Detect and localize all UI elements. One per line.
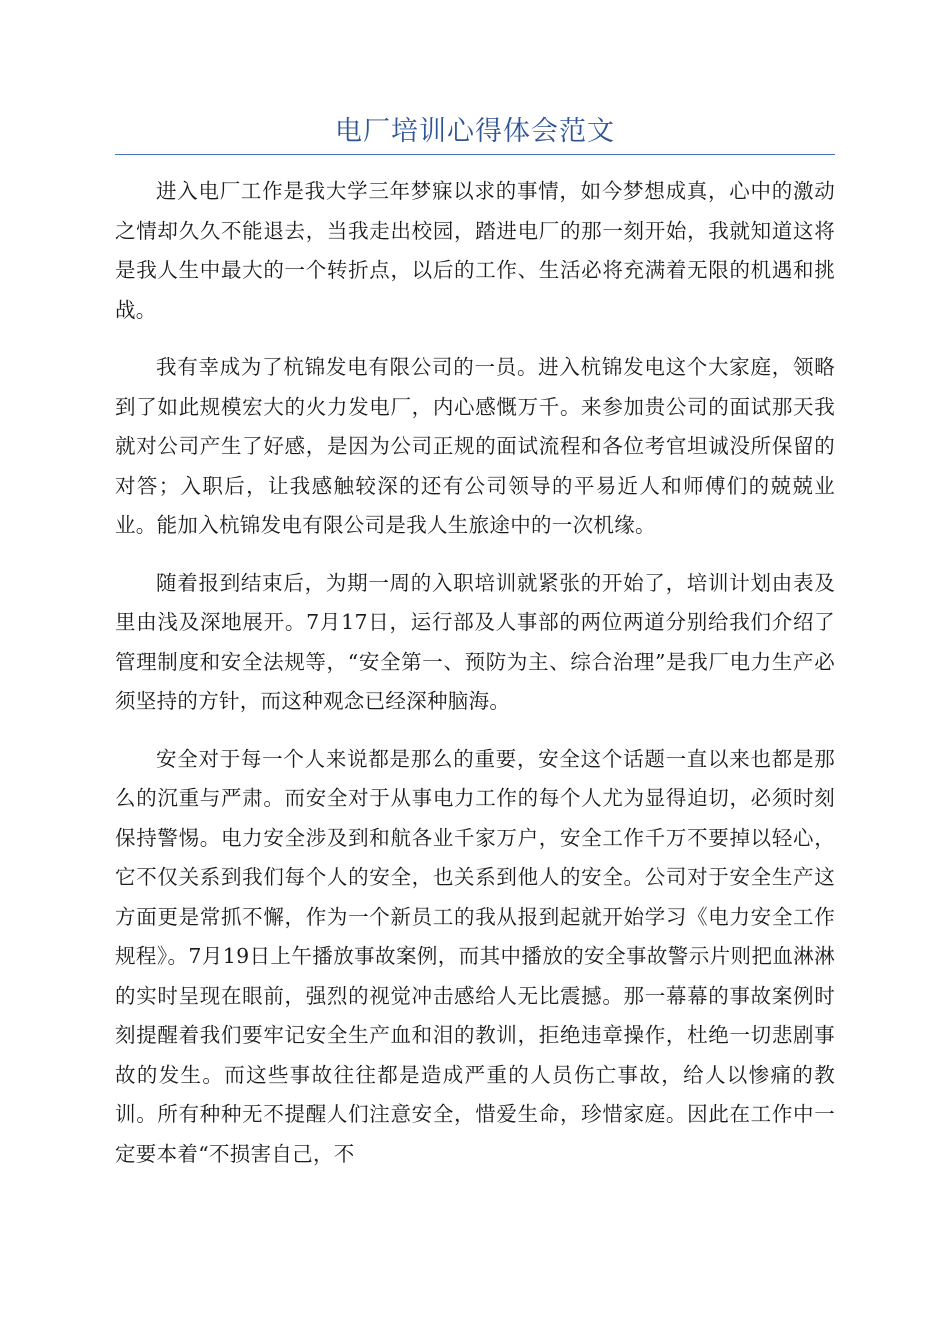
paragraph-1: 进入电厂工作是我大学三年梦寐以求的事情，如今梦想成真，心中的激动之情却久久不能退去，当我走出校园，踏进电厂的那一刻开始，我就知道这将是我人生中最大的一个转折点，以后的工作、生活必将充满着无限的机遇和挑战。: [115, 179, 835, 322]
paragraph-2: 我有幸成为了杭锦发电有限公司的一员。进入杭锦发电这个大家庭，领略到了如此规模宏大的火力发电厂，内心感慨万千。来参加贵公司的面试那天我就对公司产生了好感，是因为公司正规的面试流程和各位考官坦诚没所保留的对答；入职后，让我感触较深的还有公司领导的平易近人和师傅们的兢兢业业。能加入杭锦发电有限公司是我人生旅途中的一次机缘。: [115, 355, 835, 537]
document-body: [115, 172, 835, 1192]
paragraph-4: 安全对于每一个人来说都是那么的重要，安全这个话题一直以来也都是那么的沉重与严肃。而安全对于从事电力工作的每个人尤为显得迫切，必须时刻保持警惕。电力安全涉及到和航各业千家万户，安全工作千万不要掉以轻心，它不仅关系到我们每个人的安全，也关系到他人的安全。公司对于安全生产这方面更是常抓不懈，作为一个新员工的我从报到起就开始学习《电力安全工作规程》。7月19日上午播放事故案例，而其中播放的安全事故警示片则把血淋淋的实时呈现在眼前，强烈的视觉冲击感给人无比震撼。那一幕幕的事故案例时刻提醒着我们要牢记安全生产血和泪的教训，拒绝违章操作，杜绝一切悲剧事故的发生。而这些事故往往都是造成严重的人员伤亡事故，给人以惨痛的教训。所有种种无不提醒人们注意安全，惜爱生命，珍惜家庭。因此在工作中一定要本着“不损害自己，不: [115, 746, 835, 1166]
title-underline: [115, 154, 835, 155]
document-title: 电厂培训心得体会范文: [335, 116, 615, 147]
paragraph-3: 随着报到结束后，为期一周的入职培训就紧张的开始了，培训计划由表及里由浅及深地展开。7月17日，运行部及人事部的两位两道分别给我们介绍了管理制度和安全法规等，“安全第一、预防为主、综合治理”是我厂电力生产必须坚持的方针，而这种观念已经深种脑海。: [115, 570, 835, 713]
